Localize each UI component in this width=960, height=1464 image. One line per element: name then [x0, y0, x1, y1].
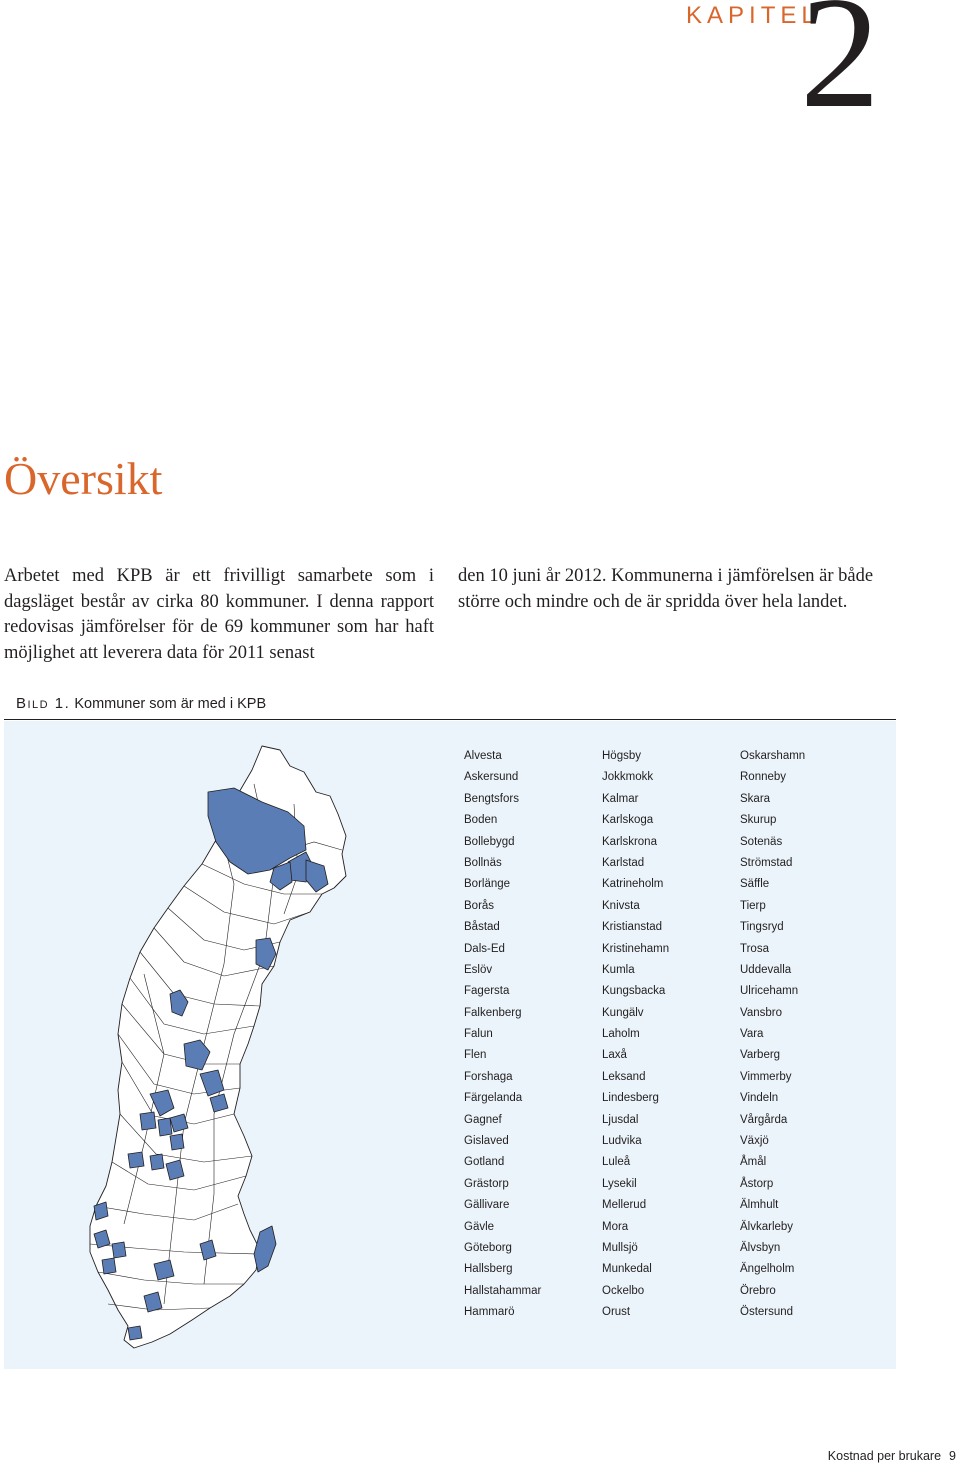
list-item: Ulricehamn — [740, 985, 799, 998]
list-item: Högsby — [602, 750, 641, 762]
caption-rule — [4, 719, 896, 720]
list-item: Forshaga — [464, 1070, 513, 1083]
list-item: Ängelholm — [740, 1263, 795, 1276]
list-item: Hammarö — [464, 1306, 515, 1319]
map-highlight-gagnef — [158, 1118, 172, 1136]
sweden-municipality-map — [84, 744, 374, 1354]
list-item: Älmhult — [740, 1199, 779, 1212]
list-item: Växjö — [740, 1135, 769, 1148]
list-item: Kungälv — [602, 1006, 644, 1019]
list-item: Mellerud — [602, 1199, 647, 1212]
list-item: Skurup — [740, 814, 777, 827]
list-item: Ljusdal — [602, 1113, 639, 1126]
list-item: Vara — [740, 1028, 764, 1041]
list-item: Karlskoga — [602, 814, 654, 827]
list-item: Laholm — [602, 1028, 640, 1041]
page-title: Översikt — [4, 453, 163, 504]
figure-caption-text: Kommuner som är med i KPB — [74, 696, 267, 712]
list-item: Gislaved — [464, 1135, 509, 1148]
publication-title: Kostnad per brukare — [827, 1449, 942, 1463]
list-item: Luleå — [602, 1156, 631, 1169]
list-item: Dals-Ed — [464, 942, 505, 955]
list-item: Hallstahammar — [464, 1284, 542, 1297]
list-item: Kristinehamn — [602, 942, 670, 955]
list-item: Hallsberg — [464, 1263, 513, 1276]
list-item: Vansbro — [740, 1006, 782, 1019]
list-item: Lindesberg — [602, 1092, 659, 1105]
list-item: Vårgårda — [740, 1113, 788, 1126]
page-number: 9 — [949, 1449, 956, 1463]
list-item: Göteborg — [464, 1241, 512, 1254]
list-item: Ludvika — [602, 1135, 642, 1148]
figure-caption — [16, 695, 266, 712]
list-item: Åmål — [740, 1156, 767, 1169]
list-item: Tierp — [740, 899, 766, 912]
list-item: Gävle — [464, 1220, 495, 1233]
list-item: Gällivare — [464, 1199, 510, 1212]
map-highlight-karlstad — [128, 1152, 144, 1168]
map-highlight-karlskoga — [150, 1154, 164, 1170]
list-item: Östersund — [740, 1306, 794, 1319]
list-item: Skara — [740, 792, 771, 805]
list-item: Falkenberg — [464, 1006, 522, 1019]
list-item: Strömstad — [740, 856, 793, 869]
list-item: Lysekil — [602, 1177, 637, 1190]
list-item: Askersund — [464, 771, 519, 784]
list-item: Grästorp — [464, 1177, 509, 1190]
list-item: Tingsryd — [740, 921, 784, 934]
list-item: Färgelanda — [464, 1092, 523, 1105]
list-item: Mullsjö — [602, 1241, 638, 1254]
list-item: Gotland — [464, 1156, 505, 1169]
list-item: Knivsta — [602, 899, 640, 912]
list-item: Falun — [464, 1028, 493, 1041]
list-item: Sotenäs — [740, 835, 783, 848]
municipality-list-column-3 — [740, 746, 805, 1324]
list-item: Fagersta — [464, 985, 510, 998]
map-highlight-varberg — [102, 1258, 116, 1274]
map-highlight-boras — [112, 1242, 126, 1258]
chapter-number: 2 — [800, 0, 880, 141]
municipality-list-column-1 — [464, 746, 541, 1324]
list-item: Trosa — [740, 942, 769, 955]
municipality-list-column-2 — [602, 746, 669, 1324]
list-item: Älvsbyn — [740, 1241, 781, 1254]
list-item: Kristianstad — [602, 921, 663, 934]
list-item: Jokkmokk — [602, 771, 654, 784]
list-item: Kumla — [602, 963, 635, 976]
list-item: Oskarshamn — [740, 750, 806, 762]
list-item: Karlskrona — [602, 835, 657, 848]
list-item: Boden — [464, 814, 498, 827]
list-item: Bollebygd — [464, 835, 515, 848]
figure-label: Bild 1. — [16, 695, 71, 712]
list-item: Kalmar — [602, 792, 639, 805]
intro-paragraph-right: den 10 juni år 2012. Kommunerna i jämförelsen är både större och mindre och de är spridda över hela landet. — [458, 566, 874, 612]
map-highlight-ludvika — [170, 1134, 184, 1150]
map-highlight-gotland — [254, 1226, 276, 1272]
list-item: Bollnäs — [464, 856, 502, 869]
map-highlight-vansbro — [140, 1112, 156, 1130]
map-highlight-vaxjo — [154, 1260, 174, 1280]
chapter-label: KAPITEL — [686, 2, 820, 29]
list-item: Båstad — [464, 921, 500, 934]
list-item: Vindeln — [740, 1092, 779, 1105]
list-item: Ronneby — [740, 771, 787, 784]
list-item: Borås — [464, 899, 495, 912]
list-item: Åstorp — [740, 1177, 774, 1190]
list-item: Eslöv — [464, 963, 493, 976]
list-item: Vimmerby — [740, 1070, 792, 1083]
list-item: Alvesta — [464, 750, 502, 762]
list-item: Orust — [602, 1306, 631, 1319]
list-item: Gagnef — [464, 1113, 502, 1126]
list-item: Leksand — [602, 1070, 646, 1083]
list-item: Säffle — [740, 878, 770, 891]
list-item: Kungsbacka — [602, 985, 666, 998]
list-item: Ockelbo — [602, 1284, 645, 1297]
list-item: Laxå — [602, 1049, 627, 1062]
page-footer — [828, 1449, 956, 1463]
map-highlight-skurup — [128, 1326, 142, 1340]
list-item: Uddevalla — [740, 963, 792, 976]
list-item: Karlstad — [602, 856, 645, 869]
list-item: Munkedal — [602, 1263, 652, 1276]
list-item: Flen — [464, 1049, 487, 1062]
list-item: Varberg — [740, 1049, 781, 1062]
intro-paragraph-left: Arbetet med KPB är ett frivilligt samarbete som i dagsläget består av cirka 80 kommuner. I denna rapport redovisas jämförelser för de 69 kommuner som har haft möjlighet att leverera data för 2011 senast — [4, 566, 434, 663]
list-item: Katrineholm — [602, 878, 664, 891]
list-item: Bengtsfors — [464, 792, 519, 805]
list-item: Borlänge — [464, 878, 511, 891]
list-item: Mora — [602, 1220, 629, 1233]
list-item: Örebro — [740, 1284, 776, 1297]
list-item: Älvkarleby — [740, 1220, 794, 1233]
